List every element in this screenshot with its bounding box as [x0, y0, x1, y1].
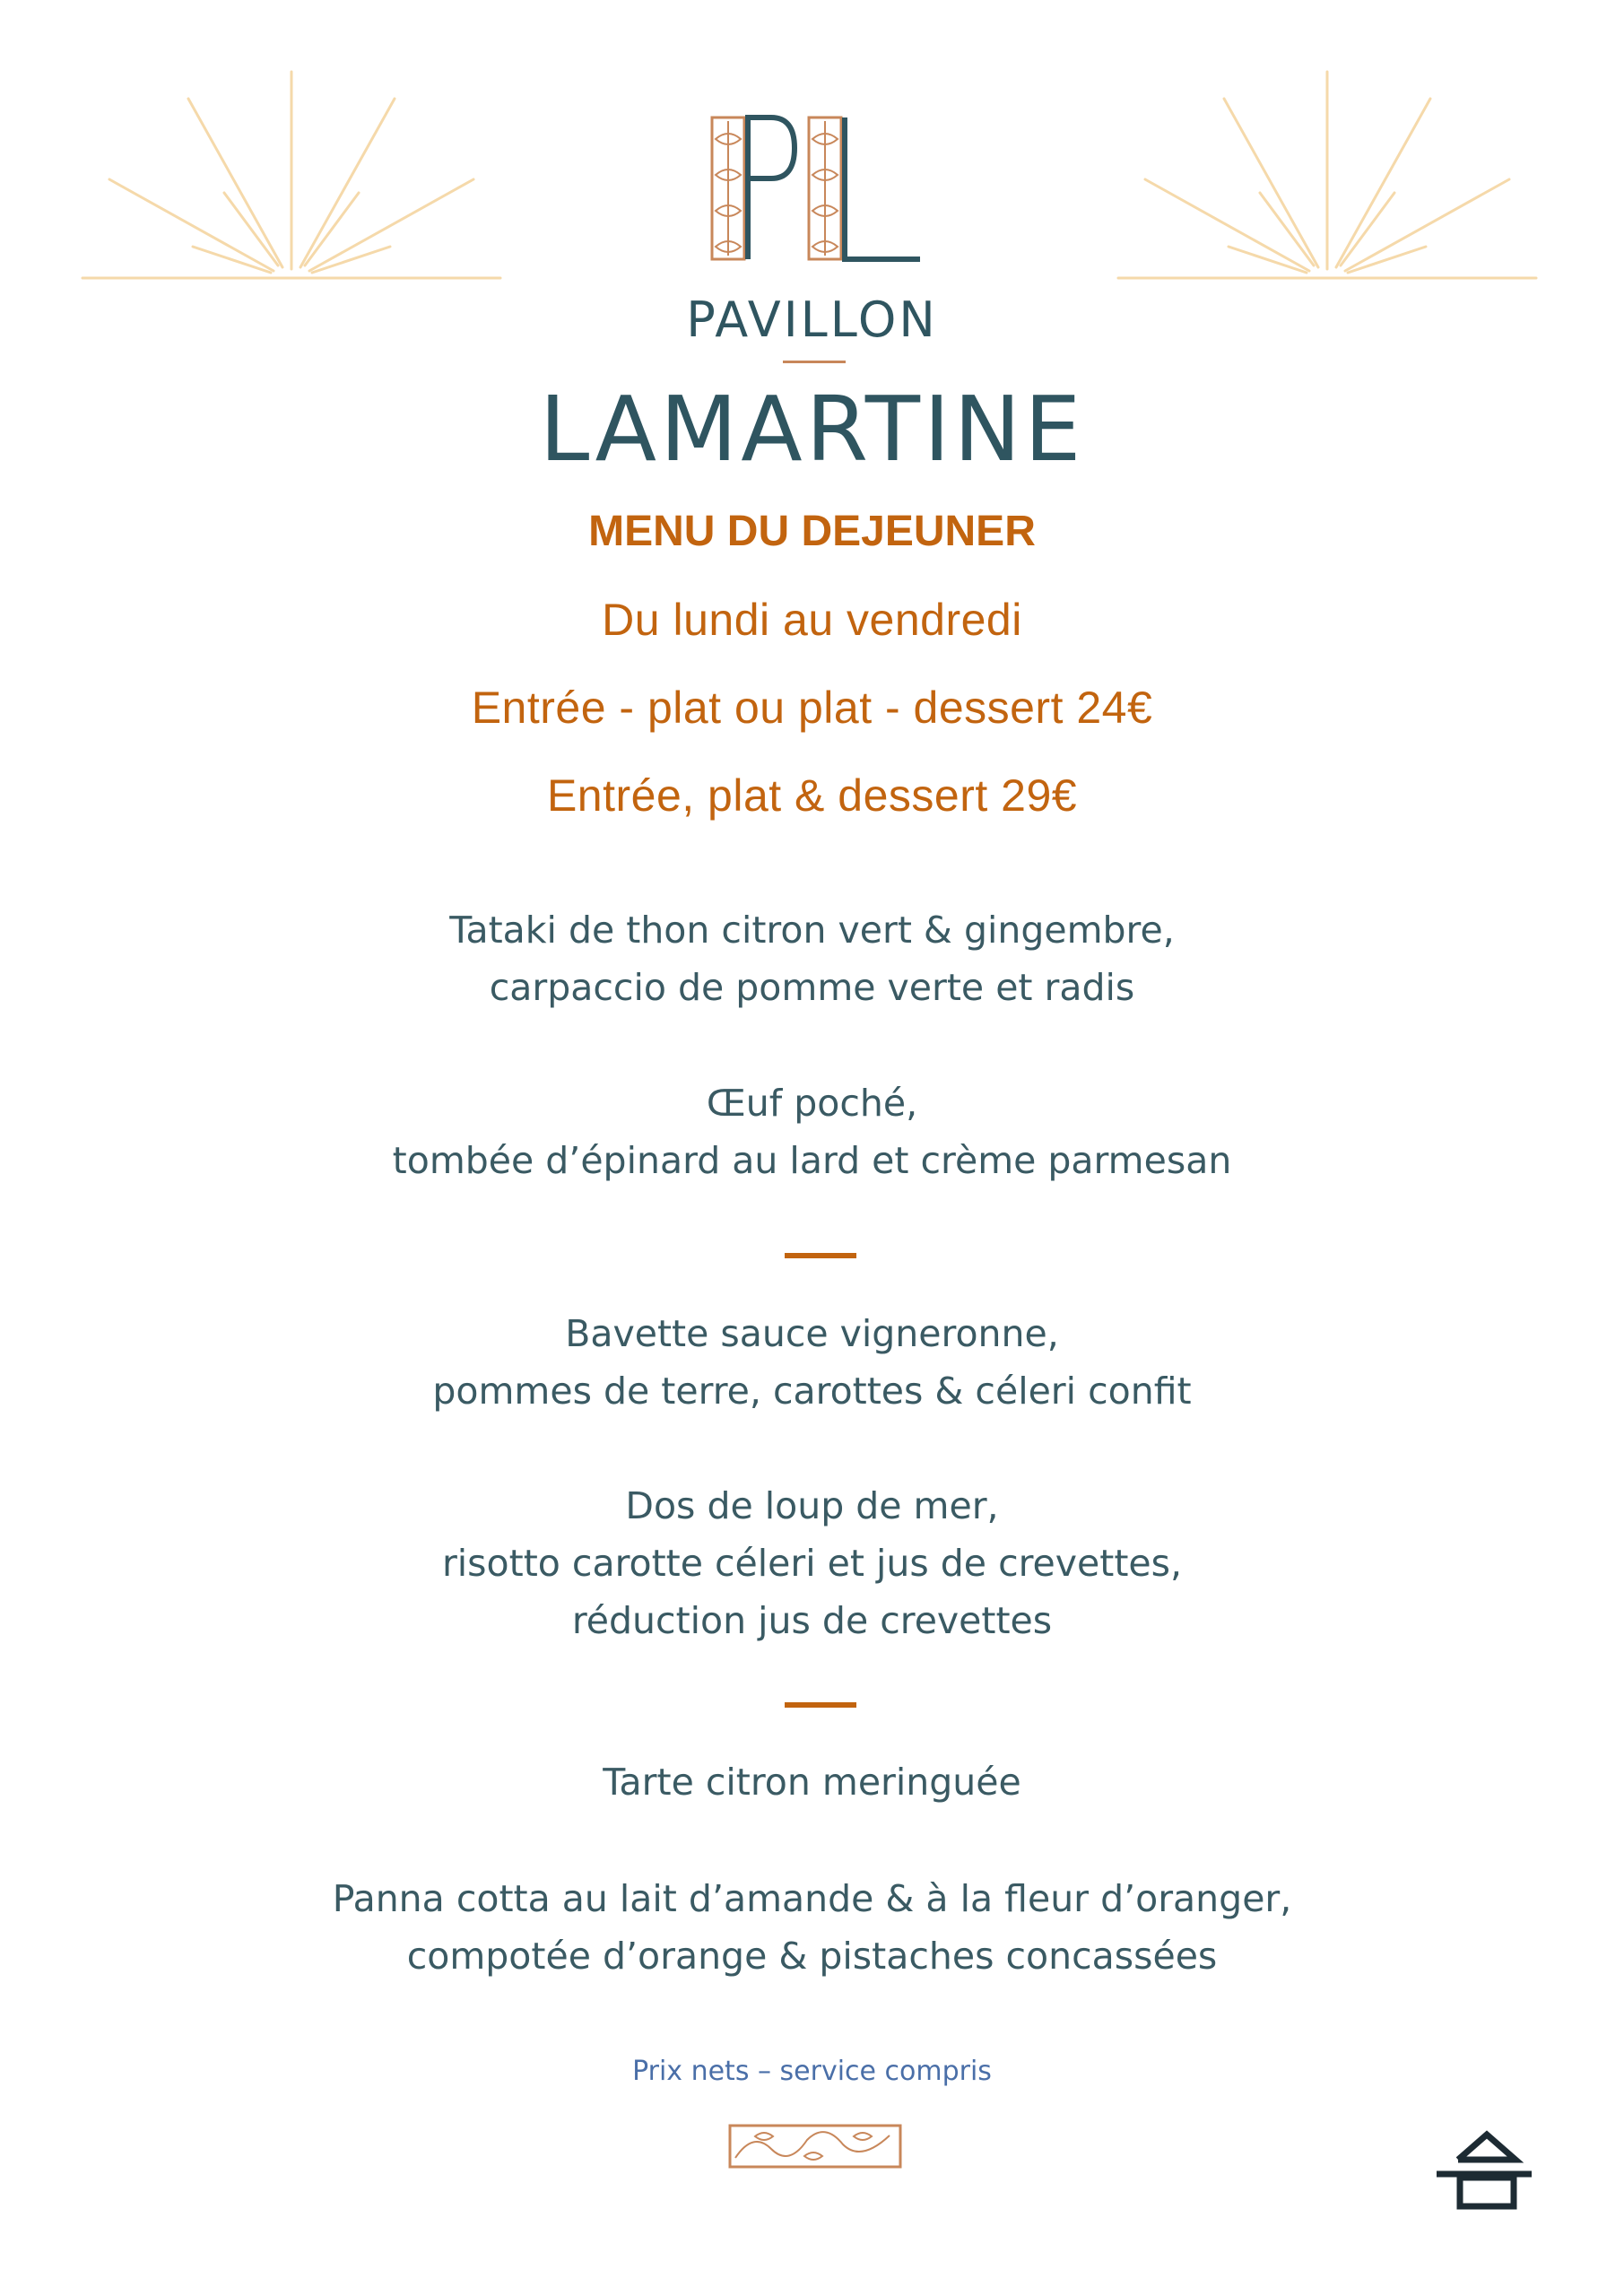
menu-days: Du lundi au vendredi — [602, 595, 1022, 645]
main-line-3: réduction jus de crevettes — [571, 1599, 1053, 1642]
dessert-line-1: Panna cotta au lait d’amande & à la fleur d’oranger, — [332, 1877, 1292, 1920]
starter-line-2: tombée d’épinard au lard et crème parmesan — [392, 1139, 1232, 1182]
pl-monogram-logo — [708, 112, 924, 265]
menu-formula-2: Entrée, plat & dessert 29€ — [546, 770, 1078, 821]
section-divider — [785, 1253, 856, 1258]
dessert-item — [0, 1753, 1624, 1811]
starter-line-1: Tataki de thon citron vert & gingembre, — [449, 909, 1175, 952]
sunburst-left-icon — [72, 63, 520, 287]
main-line-1: Bavette sauce vigneronne, — [565, 1312, 1059, 1355]
main-item — [0, 1477, 1624, 1649]
section-divider — [785, 1702, 856, 1708]
brand-line-pavillon: PAVILLON — [686, 291, 938, 348]
dessert-item — [0, 1870, 1624, 1985]
starter-line-2: carpaccio de pomme verte et radis — [489, 966, 1135, 1009]
main-line-1: Dos de loup de mer, — [625, 1484, 999, 1527]
price-note: Prix nets – service compris — [632, 2056, 992, 2087]
dessert-line-2: compotée d’orange & pistaches concassées — [406, 1935, 1218, 1978]
ornament-tile-icon — [728, 2124, 902, 2169]
dessert-line-1: Tarte citron meringuée — [603, 1761, 1021, 1804]
menu-title: MENU DU DEJEUNER — [588, 508, 1036, 555]
brand-divider — [783, 361, 846, 363]
main-item — [0, 1305, 1624, 1420]
brand-line-lamartine: LAMARTINE — [539, 377, 1085, 482]
starter-item — [0, 1074, 1624, 1189]
starter-line-1: Œuf poché, — [706, 1082, 918, 1125]
house-logo-icon — [1433, 2124, 1541, 2213]
main-line-2: pommes de terre, carottes & céleri confit — [432, 1370, 1192, 1413]
sunburst-right-icon — [1107, 63, 1556, 287]
starter-item — [0, 901, 1624, 1016]
menu-formula-1: Entrée - plat ou plat - dessert 24€ — [471, 683, 1153, 733]
main-line-2: risotto carotte céleri et jus de crevettes, — [441, 1542, 1183, 1585]
